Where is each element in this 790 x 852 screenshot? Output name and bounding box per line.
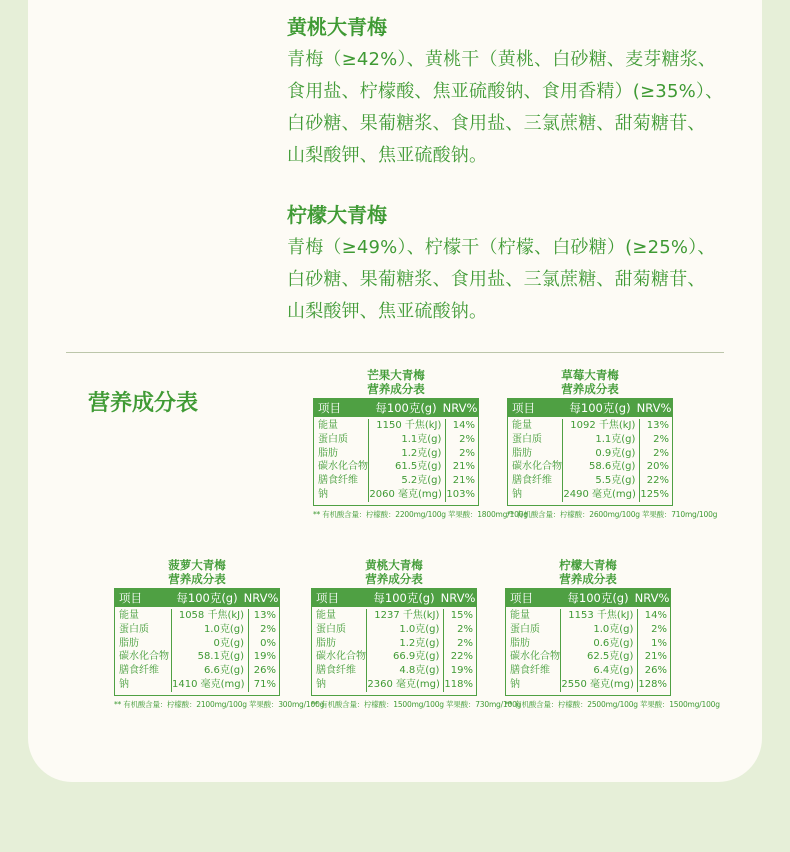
table-cell: 蛋白质 (512, 433, 542, 445)
header-nrv: NRV% (442, 401, 478, 415)
table-cell: 21% (452, 461, 475, 473)
ingredients-heading: 黄桃大青梅 (287, 15, 387, 39)
table-cell: 2060 毫克(mg) (369, 488, 442, 500)
table-column-items (314, 419, 369, 502)
table-title: 柠檬大青梅 (559, 558, 617, 572)
table-cell: 22% (450, 651, 473, 663)
section-divider (66, 352, 724, 353)
table-frame (313, 398, 479, 506)
ingredients-line: 白砂糖、果葡糖浆、食用盐、三氯蔗糖、甜菊糖苷、 (287, 269, 706, 290)
table-column-nrv (249, 609, 279, 692)
nutrition-table (311, 558, 522, 710)
table-cell: 71% (253, 678, 276, 690)
table-cell: 膳食纤维 (119, 665, 159, 677)
table-column-nrv (640, 419, 672, 502)
table-cell: 22% (646, 475, 669, 487)
header-item: 项目 (316, 591, 339, 605)
header-per100g: 每100克(g) (375, 401, 437, 415)
table-cell: 6.4克(g) (593, 665, 634, 677)
table-column-amounts (369, 419, 446, 502)
header-per100g: 每100克(g) (176, 591, 238, 605)
table-cell: 14% (452, 420, 475, 431)
table-cell: 0.6克(g) (593, 637, 634, 649)
table-body (115, 607, 279, 695)
table-cell: 21% (644, 651, 667, 663)
table-cell: 蛋白质 (316, 623, 346, 635)
organic-acid-note: ** 有机酸含量：柠檬酸：2200mg/100g 苹果酸：1800mg/100g (313, 509, 528, 519)
table-cell: 1.0克(g) (593, 623, 634, 635)
table-cell: 1150 千焦(kJ) (376, 420, 442, 431)
ingredients-block-ningmeng (287, 200, 757, 328)
table-cell: 脂肪 (512, 447, 532, 459)
table-cell: 5.5克(g) (595, 475, 636, 487)
table-cell: 26% (644, 665, 667, 677)
nutrition-table (507, 368, 718, 520)
nutrition-table (114, 558, 325, 710)
table-column-amounts (172, 609, 249, 692)
table-cell: 13% (646, 420, 669, 431)
nutrition-table (313, 368, 528, 520)
table-cell: 1237 千焦(kJ) (374, 610, 440, 621)
table-cell: 钠 (318, 488, 328, 500)
table-frame (114, 588, 280, 696)
table-cell: 0克(g) (213, 637, 244, 649)
table-cell: 能量 (512, 420, 532, 431)
table-column-items (506, 609, 561, 692)
header-item: 项目 (119, 591, 142, 605)
ingredients-block-huangtao (287, 12, 757, 172)
table-column-amounts (367, 609, 444, 692)
table-cell: 能量 (316, 610, 336, 621)
table-column-items (312, 609, 367, 692)
header-nrv: NRV% (440, 591, 476, 605)
table-body (508, 417, 672, 505)
table-cell: 1.2克(g) (399, 637, 440, 649)
table-cell: 蛋白质 (510, 623, 540, 635)
table-cell: 66.9克(g) (392, 651, 440, 663)
table-cell: 碳水化合物 (316, 651, 366, 663)
nutrition-table (505, 558, 720, 710)
table-cell: 5.2克(g) (401, 475, 442, 487)
table-cell: 能量 (510, 610, 530, 621)
table-cell: 1% (651, 637, 667, 649)
ingredients-line: 山梨酸钾、焦亚硫酸钠。 (287, 145, 488, 166)
ingredients-line: 食用盐、柠檬酸、焦亚硫酸钠、食用香精）(≥35%）、 (287, 81, 724, 102)
table-body (314, 417, 478, 505)
header-nrv: NRV% (634, 591, 670, 605)
table-cell: 能量 (318, 420, 338, 431)
table-cell: 膳食纤维 (512, 475, 552, 487)
table-cell: 118% (444, 678, 473, 690)
organic-acid-note: ** 有机酸含量：柠檬酸：2500mg/100g 苹果酸：1500mg/100g (505, 699, 720, 709)
table-subtitle: 营养成分表 (367, 382, 425, 396)
table-cell: 1153 千焦(kJ) (568, 610, 634, 621)
table-cell: 钠 (119, 678, 129, 690)
header-per100g: 每100克(g) (373, 591, 435, 605)
table-cell: 4.8克(g) (399, 665, 440, 677)
table-header (312, 589, 476, 607)
table-column-items (508, 419, 563, 502)
table-cell: 13% (253, 610, 276, 621)
table-column-amounts (563, 419, 640, 502)
table-subtitle: 营养成分表 (365, 572, 423, 586)
table-cell: 蛋白质 (318, 433, 348, 445)
table-cell: 128% (638, 678, 667, 690)
table-column-items (115, 609, 172, 692)
table-cell: 20% (646, 461, 669, 473)
table-cell: 钠 (512, 488, 522, 500)
table-column-nrv (446, 419, 478, 502)
table-cell: 脂肪 (510, 637, 530, 649)
table-title: 黄桃大青梅 (365, 558, 423, 572)
table-cell: 58.1克(g) (197, 651, 244, 663)
table-cell: 2% (651, 623, 667, 635)
table-cell: 脂肪 (316, 637, 336, 649)
header-per100g: 每100克(g) (569, 401, 631, 415)
table-frame (505, 588, 671, 696)
table-cell: 碳水化合物 (510, 651, 560, 663)
table-cell: 脂肪 (318, 447, 338, 459)
table-cell: 2% (653, 433, 669, 445)
table-cell: 蛋白质 (119, 623, 149, 635)
table-header (115, 589, 279, 607)
table-subtitle: 营养成分表 (561, 382, 619, 396)
table-body (506, 607, 670, 695)
table-cell: 19% (450, 665, 473, 677)
table-cell: 14% (644, 610, 667, 621)
table-cell: 膳食纤维 (510, 665, 550, 677)
table-cell: 1.0克(g) (203, 623, 244, 635)
table-cell: 1.0克(g) (399, 623, 440, 635)
table-cell: 膳食纤维 (318, 475, 358, 487)
header-nrv: NRV% (636, 401, 672, 415)
organic-acid-note: ** 有机酸含量：柠檬酸：2100mg/100g 苹果酸：300mg/100g (114, 699, 325, 709)
table-cell: 2% (459, 433, 475, 445)
header-per100g: 每100克(g) (567, 591, 629, 605)
ingredients-line: 青梅（≥42%）、黄桃干（黄桃、白砂糖、麦芽糖浆、 (287, 49, 717, 70)
table-title: 菠萝大青梅 (168, 558, 226, 572)
table-header (508, 399, 672, 417)
table-cell: 2550 毫克(mg) (561, 678, 634, 690)
table-cell: 1.2克(g) (401, 447, 442, 459)
table-header (506, 589, 670, 607)
table-cell: 1410 毫克(mg) (172, 678, 245, 690)
organic-acid-note: ** 有机酸含量：柠檬酸：2600mg/100g 苹果酸：710mg/100g (507, 509, 718, 519)
organic-acid-note: ** 有机酸含量：柠檬酸：1500mg/100g 苹果酸：730mg/100g (311, 699, 522, 709)
table-cell: 1.1克(g) (595, 433, 636, 445)
table-cell: 0.9克(g) (595, 447, 636, 459)
table-cell: 21% (452, 475, 475, 487)
table-cell: 62.5克(g) (586, 651, 634, 663)
table-header (314, 399, 478, 417)
table-cell: 2% (653, 447, 669, 459)
nutrition-section-title: 营养成分表 (88, 391, 199, 416)
table-subtitle: 营养成分表 (559, 572, 617, 586)
table-cell: 1058 千焦(kJ) (178, 610, 244, 621)
table-cell: 碳水化合物 (512, 461, 562, 473)
header-item: 项目 (318, 401, 341, 415)
ingredients-line: 白砂糖、果葡糖浆、食用盐、三氯蔗糖、甜菊糖苷、 (287, 113, 706, 134)
table-title: 草莓大青梅 (561, 368, 619, 382)
table-cell: 2% (457, 623, 473, 635)
table-cell: 2360 毫克(mg) (367, 678, 440, 690)
table-cell: 6.6克(g) (203, 665, 244, 677)
table-body (312, 607, 476, 695)
table-cell: 钠 (510, 678, 520, 690)
table-cell: 19% (253, 651, 276, 663)
table-cell: 碳水化合物 (318, 461, 368, 473)
table-column-amounts (561, 609, 638, 692)
table-frame (507, 398, 673, 506)
table-cell: 钠 (316, 678, 326, 690)
table-cell: 膳食纤维 (316, 665, 356, 677)
table-cell: 2490 毫克(mg) (563, 488, 636, 500)
table-cell: 碳水化合物 (119, 651, 169, 663)
table-cell: 2% (457, 637, 473, 649)
table-cell: 58.6克(g) (588, 461, 636, 473)
ingredients-heading: 柠檬大青梅 (287, 203, 387, 227)
ingredients-line: 青梅（≥49%）、柠檬干（柠檬、白砂糖）(≥25%）、 (287, 237, 716, 258)
table-cell: 0% (260, 637, 276, 649)
table-cell: 61.5克(g) (394, 461, 442, 473)
table-frame (311, 588, 477, 696)
table-cell: 脂肪 (119, 637, 139, 649)
table-column-nrv (638, 609, 670, 692)
table-cell: 103% (446, 488, 475, 500)
header-item: 项目 (510, 591, 533, 605)
table-cell: 1.1克(g) (401, 433, 442, 445)
table-cell: 能量 (119, 610, 139, 621)
ingredients-line: 山梨酸钾、焦亚硫酸钠。 (287, 301, 488, 322)
table-column-nrv (444, 609, 476, 692)
table-cell: 15% (450, 610, 473, 621)
table-cell: 2% (260, 623, 276, 635)
table-cell: 2% (459, 447, 475, 459)
header-item: 项目 (512, 401, 535, 415)
table-cell: 125% (640, 488, 669, 500)
table-subtitle: 营养成分表 (168, 572, 226, 586)
table-title: 芒果大青梅 (367, 368, 425, 382)
table-cell: 26% (253, 665, 276, 677)
table-cell: 1092 千焦(kJ) (570, 420, 636, 431)
header-nrv: NRV% (243, 591, 279, 605)
